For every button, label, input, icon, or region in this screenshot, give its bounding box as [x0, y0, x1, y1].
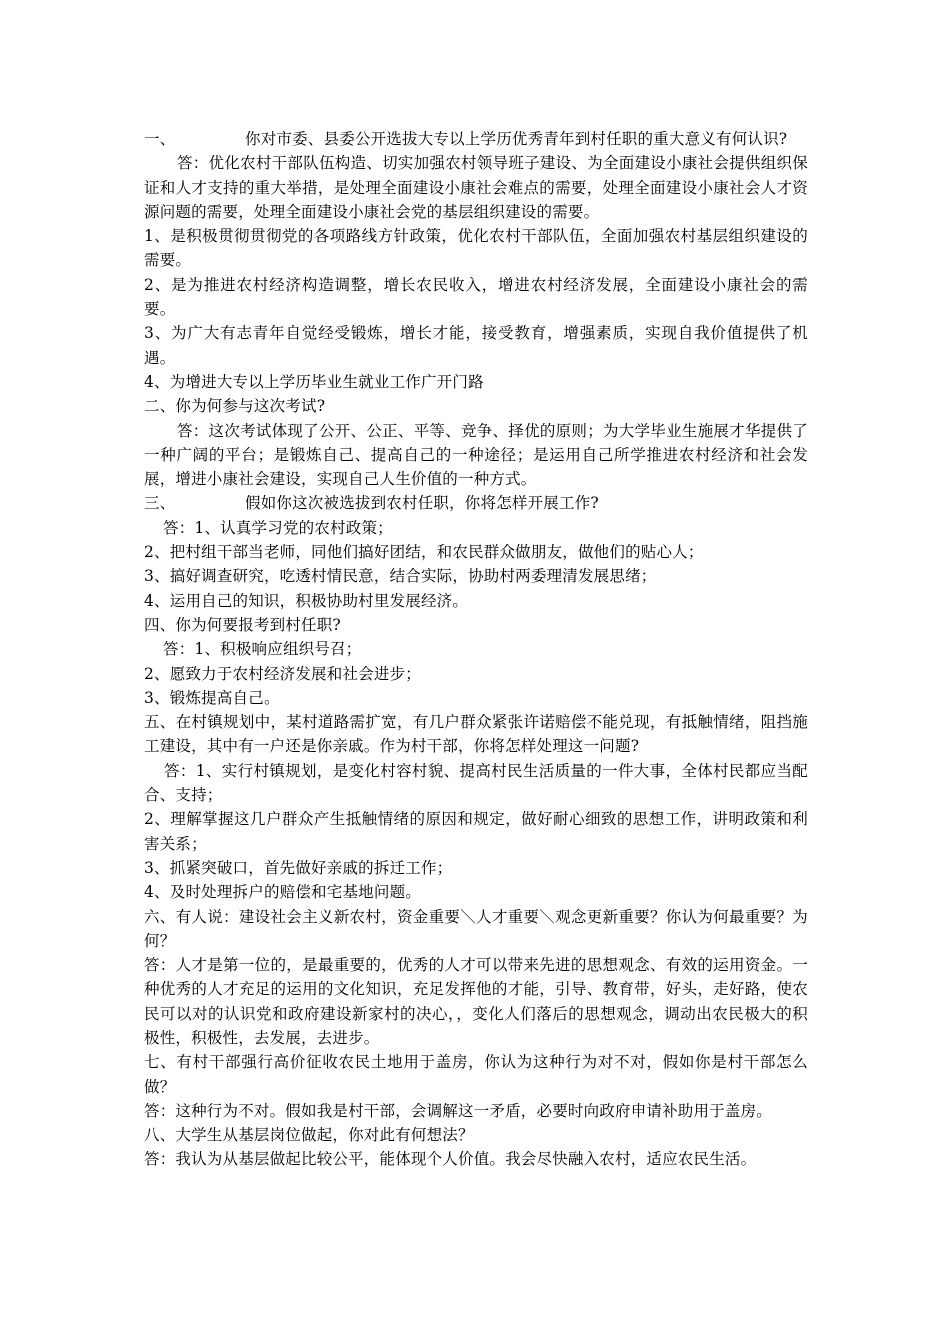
answer-3-point-2: 2、把村组干部当老师，同他们搞好团结，和农民群众做朋友，做他们的贴心人；: [144, 543, 704, 562]
answer-3-point-3: 3、搞好调查研究，吃透村情民意，结合实际，协助村两委理清发展思绪；: [144, 567, 657, 586]
answer-8: 答：我认为从基层做起比较公平，能体现个人价值。我会尽快融入农村，适应农民生活。: [144, 1150, 757, 1169]
answer-1-point-1: 1、是积极贯彻贯彻党的各项路线方针政策，优化农村干部队伍，全面加强农村基层组织建设的需要。: [144, 227, 808, 270]
answer-5-point-2: 2、理解掌握这几户群众产生抵触情绪的原因和规定，做好耐心细致的思想工作，讲明政策和利害关系；: [144, 810, 808, 853]
answer-1-point-4: 4、为增进大专以上学历毕业生就业工作广开门路: [144, 372, 484, 391]
question-3-text: 假如你这次被选拔到农村任职，你将怎样开展工作?: [245, 494, 599, 513]
question-3-number: 三、: [144, 494, 176, 513]
document-body: [144, 127, 808, 1172]
answer-3-point-4: 4、运用自己的知识，积极协助村里发展经济。: [144, 591, 469, 610]
answer-7: 答：这种行为不对。假如我是村干部，会调解这一矛盾，必要时向政府申请补助用于盖房。: [144, 1101, 773, 1120]
question-3: [144, 491, 808, 515]
question-7: 七、有村干部强行高价征收农民土地用于盖房，你认为这种行为对不对，假如你是村干部怎么做？: [144, 1053, 808, 1096]
answer-3: 答：1、认真学习党的农村政策；: [163, 518, 393, 537]
answer-6: 答：人才是第一位的，是最重要的，优秀的人才可以带来先进的思想观念、有效的运用资金。一种优秀的人才充足的运用的文化知识，充足发挥他的才能，引导、教育带，好头，走好路，使农民可以对的认识党和政府建设新家村的决心，，变化人们落后的思想观念，调动出农民极大的积极性，积极性，去发展，去进步。: [144, 956, 808, 1047]
question-1: [144, 127, 808, 151]
question-6: 六、有人说：建设社会主义新农村，资金重要＼人才重要＼观念更新重要？你认为何最重要？为何？: [144, 907, 808, 950]
answer-4-point-2: 2、愿致力于农村经济发展和社会进步；: [144, 664, 421, 683]
question-5: 五、在村镇规划中，某村道路需扩宽，有几户群众紧张许诺赔偿不能兑现，有抵触情绪，阻挡施工建设，其中有一户还是你亲戚。作为村干部，你将怎样处理这一问题?: [144, 713, 808, 756]
question-1-text: 你对市委、县委公开选拔大专以上学历优秀青年到村任职的重大意义有何认识?: [245, 130, 788, 148]
answer-5: 答：1、实行村镇规划，是变化村容村貌、提高村民生活质量的一件大事，全体村民都应当配合、支持；: [144, 761, 808, 805]
answer-1: 答：优化农村干部队伍构造、切实加强农村领导班子建设、为全面建设小康社会提供组织保证和人才支持的重大举措，是处理全面建设小康社会难点的需要，处理全面建设小康社会人才资源问题的需要，处理全面建设小康社会党的基层组织建设的需要。: [144, 154, 808, 221]
answer-4: 答：1、积极响应组织号召；: [163, 640, 362, 659]
answer-1-point-3: 3、为广大有志青年自觉经受锻炼，增长才能，接受教育，增强素质，实现自我价值提供了机遇。: [144, 324, 808, 367]
answer-2: 答：这次考试体现了公开、公正、平等、竞争、择优的原则；为大学毕业生施展才华提供了一种广阔的平台；是锻炼自己、提高自己的一种途径；是运用自己所学推进农村经济和社会发展，增进小康社会建设，实现自己人生价值的一种方式。: [144, 421, 808, 489]
answer-5-point-3: 3、抓紧突破口，首先做好亲戚的拆迁工作；: [144, 858, 453, 877]
answer-5-point-4: 4、及时处理拆户的赔偿和宅基地问题。: [144, 883, 421, 902]
question-1-number: 一、: [144, 130, 176, 148]
answer-4-point-3: 3、锻炼提高自己。: [144, 688, 280, 707]
answer-1-point-2: 2、是为推进农村经济构造调整，增长农民收入，增进农村经济发展，全面建设小康社会的需要。: [144, 275, 808, 319]
question-2: 二、你为何参与这次考试?: [144, 397, 326, 416]
question-4: 四、你为何要报考到村任职?: [144, 615, 341, 634]
question-8: 八、大学生从基层岗位做起，你对此有何想法？: [144, 1126, 474, 1145]
